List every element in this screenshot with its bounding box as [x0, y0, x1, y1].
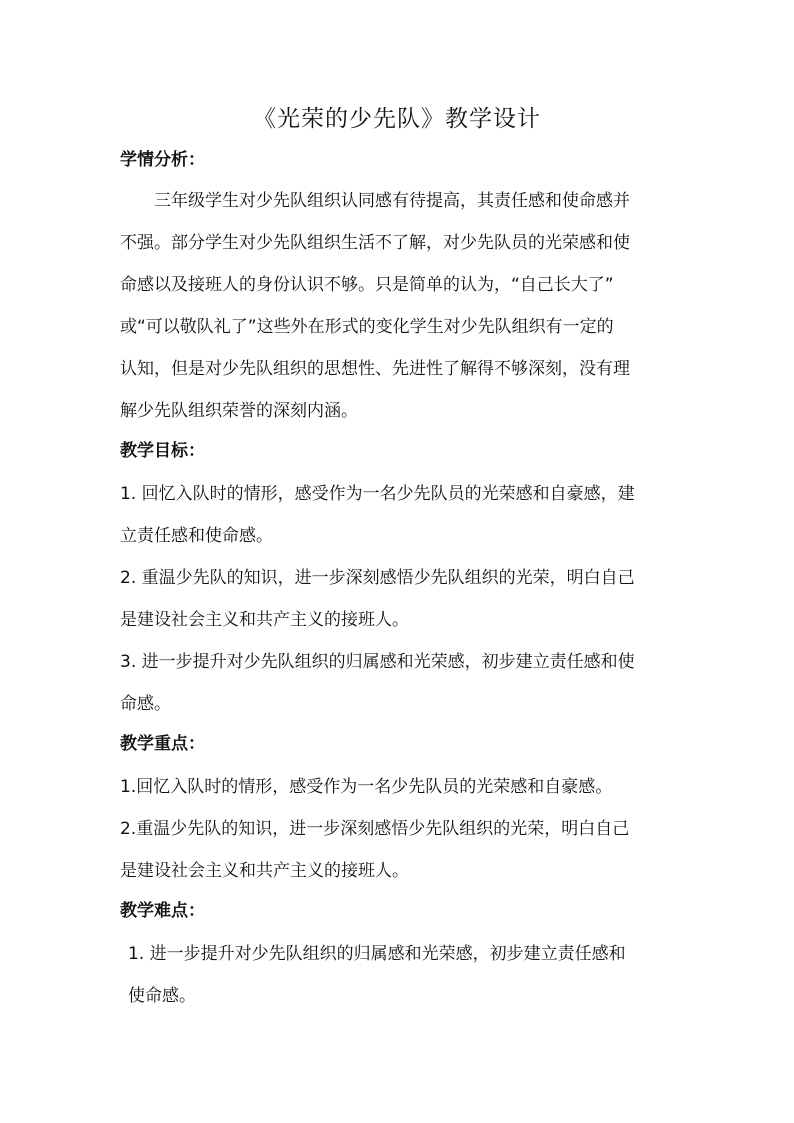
page-title: 《光荣的少先队》教学设计	[253, 106, 541, 132]
list-item-continuation: 命感。	[120, 694, 171, 714]
paragraph-line: 或“可以敬队礼了”这些外在形式的变化学生对少先队组织有一定的	[120, 317, 614, 337]
paragraph-line: 不强。部分学生对少先队组织生活不了解，对少先队员的光荣感和使	[120, 233, 630, 253]
section-heading-objectives: 教学目标：	[120, 441, 205, 461]
paragraph-line: 解少先队组织荣誉的深刻内涵。	[120, 401, 358, 421]
list-item-continuation: 是建设社会主义和共产主义的接班人。	[120, 861, 409, 881]
paragraph-line: 认知，但是对少先队组织的思想性、先进性了解得不够深刻，没有理	[120, 359, 630, 379]
paragraph-line: 命感以及接班人的身份认识不够。只是简单的认为，“自己长大了”	[120, 275, 614, 295]
list-item-continuation: 使命感。	[128, 986, 196, 1006]
list-item-continuation: 立责任感和使命感。	[120, 526, 273, 546]
list-item: 3. 进一步提升对少先队组织的归属感和光荣感，初步建立责任感和使	[120, 652, 635, 672]
list-item-continuation: 是建设社会主义和共产主义的接班人。	[120, 610, 409, 630]
section-heading-key-points: 教学重点：	[120, 734, 205, 754]
section-heading-difficulties: 教学难点：	[120, 901, 205, 921]
list-item: 1. 回忆入队时的情形，感受作为一名少先队员的光荣感和自豪感，建	[120, 484, 635, 504]
list-item: 1.回忆入队时的情形，感受作为一名少先队员的光荣感和自豪感。	[120, 777, 613, 797]
list-item: 2.重温少先队的知识，进一步深刻感悟少先队组织的光荣，明白自己	[120, 819, 630, 839]
section-heading-analysis: 学情分析：	[120, 150, 205, 170]
list-item: 1. 进一步提升对少先队组织的归属感和光荣感，初步建立责任感和	[128, 944, 626, 964]
list-item: 2. 重温少先队的知识，进一步深刻感悟少先队组织的光荣，明白自己	[120, 568, 635, 588]
paragraph-line: 三年级学生对少先队组织认同感有待提高，其责任感和使命感并	[154, 191, 630, 211]
